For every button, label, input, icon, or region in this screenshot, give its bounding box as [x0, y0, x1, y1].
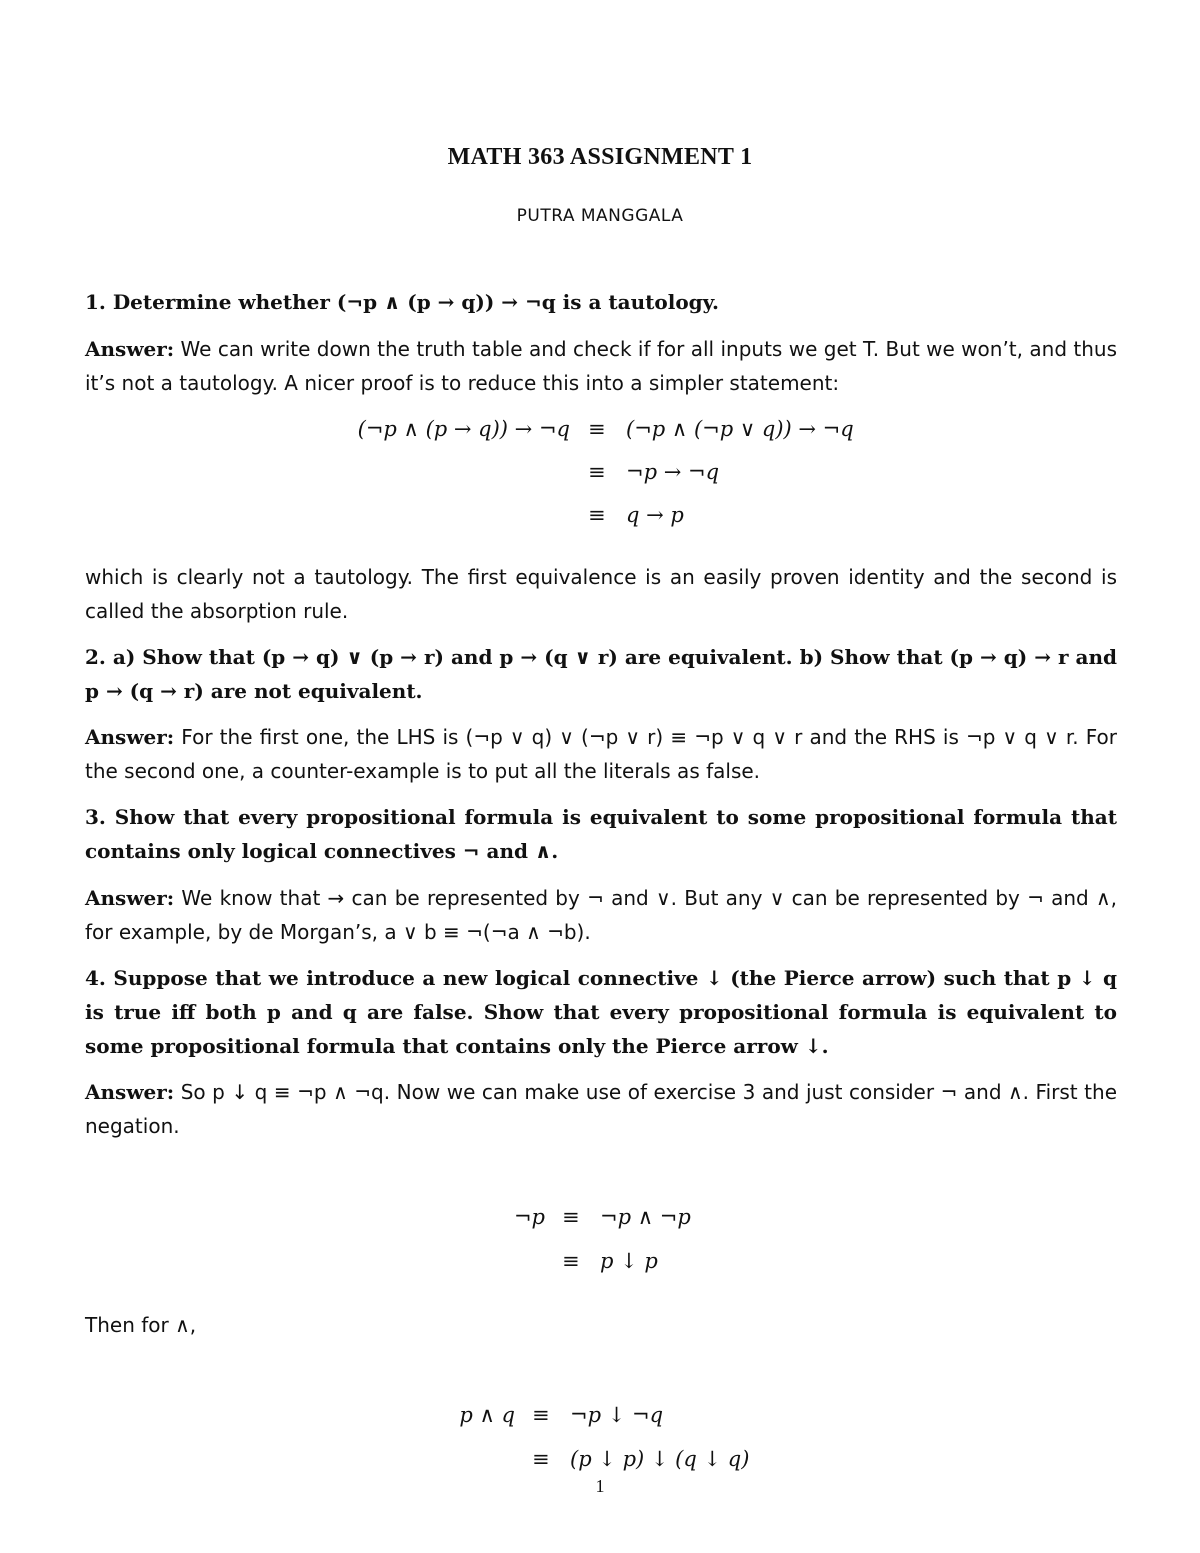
negation-eq-1-rhs: ¬p ∧ ¬p — [600, 1205, 691, 1229]
equation-3-op: ≡ — [588, 503, 606, 527]
problem-4-answer — [85, 1075, 1117, 1143]
problem-1-answer — [85, 332, 1117, 400]
equation-1-lhs-container — [330, 417, 570, 447]
problem-3-question: 3. Show that every propositional formula is equivalent to some propositional formula that contains only logical connectives ¬ and ∧. — [85, 805, 1117, 863]
problem-4-question: 4. Suppose that we introduce a new logical connective ↓ (the Pierce arrow) such that p ↓ q is true iff both p and q are false. Show that every propositional formula is equivalent to some propositional formula that contains only the Pierce arrow ↓. — [85, 966, 1117, 1058]
conjunction-lhs-container — [400, 1403, 515, 1433]
negation-eq-2-op: ≡ — [562, 1249, 580, 1273]
answer-text: So p ↓ q ≡ ¬p ∧ ¬q. Now we can make use of exercise 3 and just consider ¬ and ∧. First the negation. — [85, 1080, 1117, 1138]
negation-eq-2-rhs: p ↓ p — [600, 1249, 658, 1273]
document-title: MATH 363 ASSIGNMENT 1 — [447, 144, 753, 170]
answer-text: We know that → can be represented by ¬ and ∨. But any ∨ can be represented by ¬ and ∧, for example, by de Morgan’s, a ∨ b ≡ ¬(¬a ∧ ¬b). — [85, 886, 1117, 944]
equation-2-op: ≡ — [588, 460, 606, 484]
equation-1-op: ≡ — [588, 417, 606, 441]
answer-label: Answer: — [85, 1080, 175, 1104]
equation-lhs: (¬p ∧ (p → q)) → ¬q — [357, 417, 570, 441]
answer-text: We can write down the truth table and check if for all inputs we get T. But we won’t, and thus it’s not a tautology. A nicer proof is to reduce this into a simpler statement: — [85, 337, 1117, 395]
problem-1-conclusion: which is clearly not a tautology. The first equivalence is an easily proven identity and the second is called the absorption rule. — [85, 565, 1117, 623]
then-for-and-text: Then for ∧, — [85, 1313, 197, 1337]
page-number: 1 — [595, 1476, 605, 1496]
conjunction-eq-2-op: ≡ — [532, 1447, 550, 1471]
conjunction-eq-1-op: ≡ — [532, 1403, 550, 1427]
answer-label: Answer: — [85, 886, 175, 910]
answer-label: Answer: — [85, 725, 175, 749]
problem-2-question: 2. a) Show that (p → q) ∨ (p → r) and p → (q ∨ r) are equivalent. b) Show that (p → q) → r and p → (q → r) are not equivalent. — [85, 645, 1117, 703]
author-name: PUTRA MANGGALA — [516, 206, 684, 226]
equation-1-rhs: (¬p ∧ (¬p ∨ q)) → ¬q — [626, 417, 854, 441]
equation-lhs: ¬p — [513, 1205, 545, 1229]
problem-3-answer — [85, 881, 1117, 949]
negation-lhs-container — [430, 1205, 545, 1235]
equation-2-rhs: ¬p → ¬q — [626, 460, 720, 484]
answer-text: For the first one, the LHS is (¬p ∨ q) ∨ (¬p ∨ r) ≡ ¬p ∨ q ∨ r and the RHS is ¬p ∨ q ∨ r. For the second one, a counter-example is to put all the literals as false. — [85, 725, 1117, 783]
problem-2-answer — [85, 720, 1117, 788]
equation-3-rhs: q → p — [626, 503, 684, 527]
conjunction-eq-1-rhs: ¬p ↓ ¬q — [570, 1403, 664, 1427]
negation-eq-1-op: ≡ — [562, 1205, 580, 1229]
conjunction-eq-2-rhs: (p ↓ p) ↓ (q ↓ q) — [570, 1447, 750, 1471]
answer-label: Answer: — [85, 337, 175, 361]
problem-1-question: 1. Determine whether (¬p ∧ (p → q)) → ¬q is a tautology. — [85, 290, 719, 314]
equation-lhs: p ∧ q — [459, 1403, 515, 1427]
